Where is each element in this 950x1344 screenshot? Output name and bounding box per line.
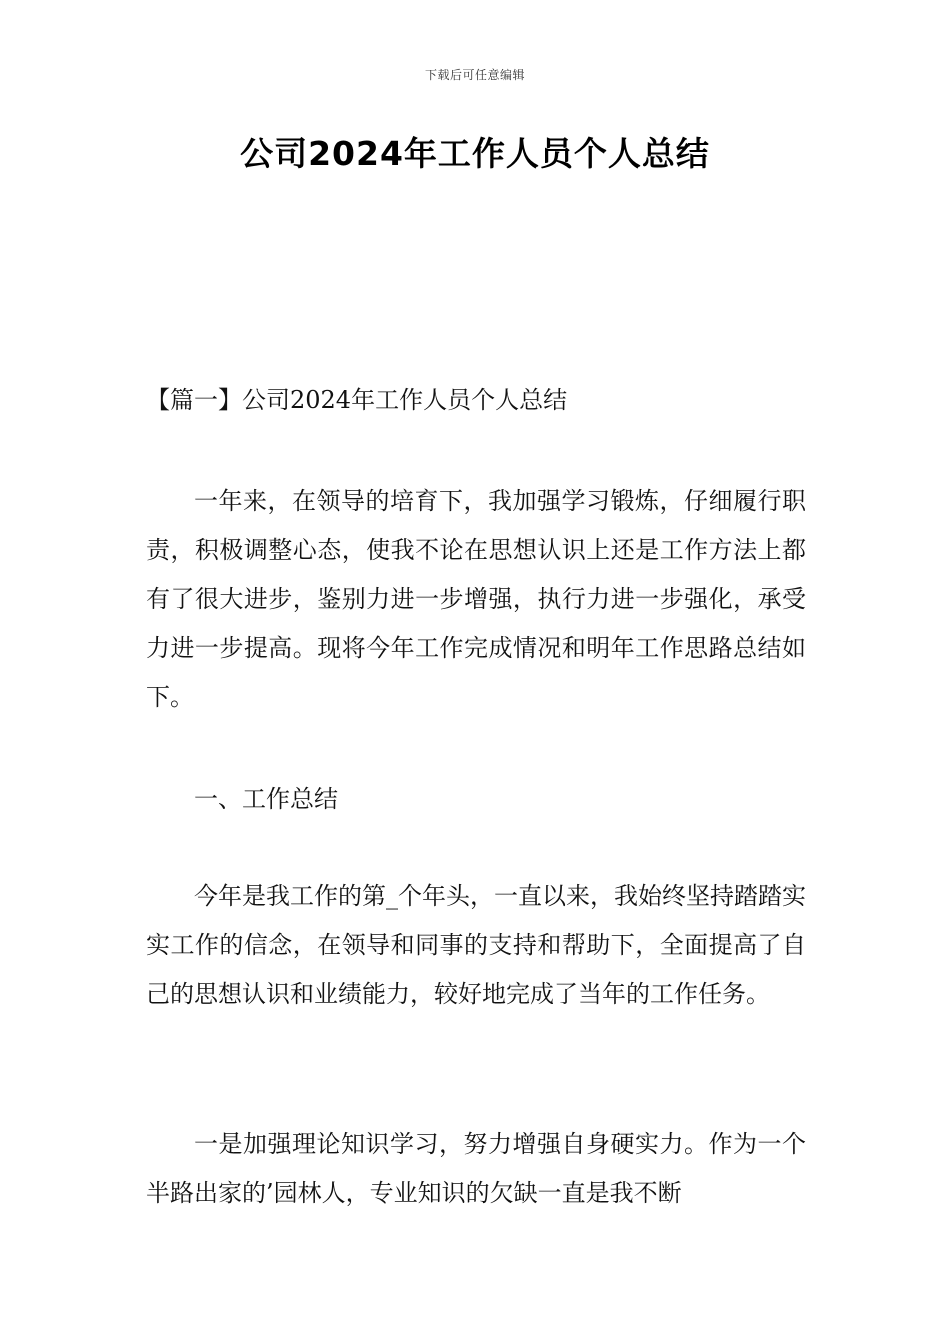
subheading-work-summary: 一、工作总结 (194, 785, 338, 813)
paragraph-intro: 一年来，在领导的培育下，我加强学习锻炼，仔细履行职责，积极调整心态，使我不论在思想认识上还是工作方法上都有了很大进步，鉴别力进一步增强，执行力进一步强化，承受力进一步提高。现将今年工作完成情况和明年工作思路总结如下。 (146, 487, 806, 711)
section-heading: 【篇一】公司2024年工作人员个人总结 (146, 386, 568, 414)
paragraph-work-years: 今年是我工作的第_个年头，一直以来，我始终坚持踏踏实实工作的信念，在领导和同事的支持和帮助下，全面提高了自己的思想认识和业绩能力，较好地完成了当年的工作任务。 (146, 882, 806, 1008)
document-title: 公司2024年工作人员个人总结 (240, 134, 710, 173)
paragraph-theory-study: 一是加强理论知识学习，努力增强自身硬实力。作为一个半路出家的’园林人，专业知识的欠缺一直是我不断 (146, 1130, 806, 1207)
header-note: 下载后可任意编辑 (424, 68, 525, 82)
